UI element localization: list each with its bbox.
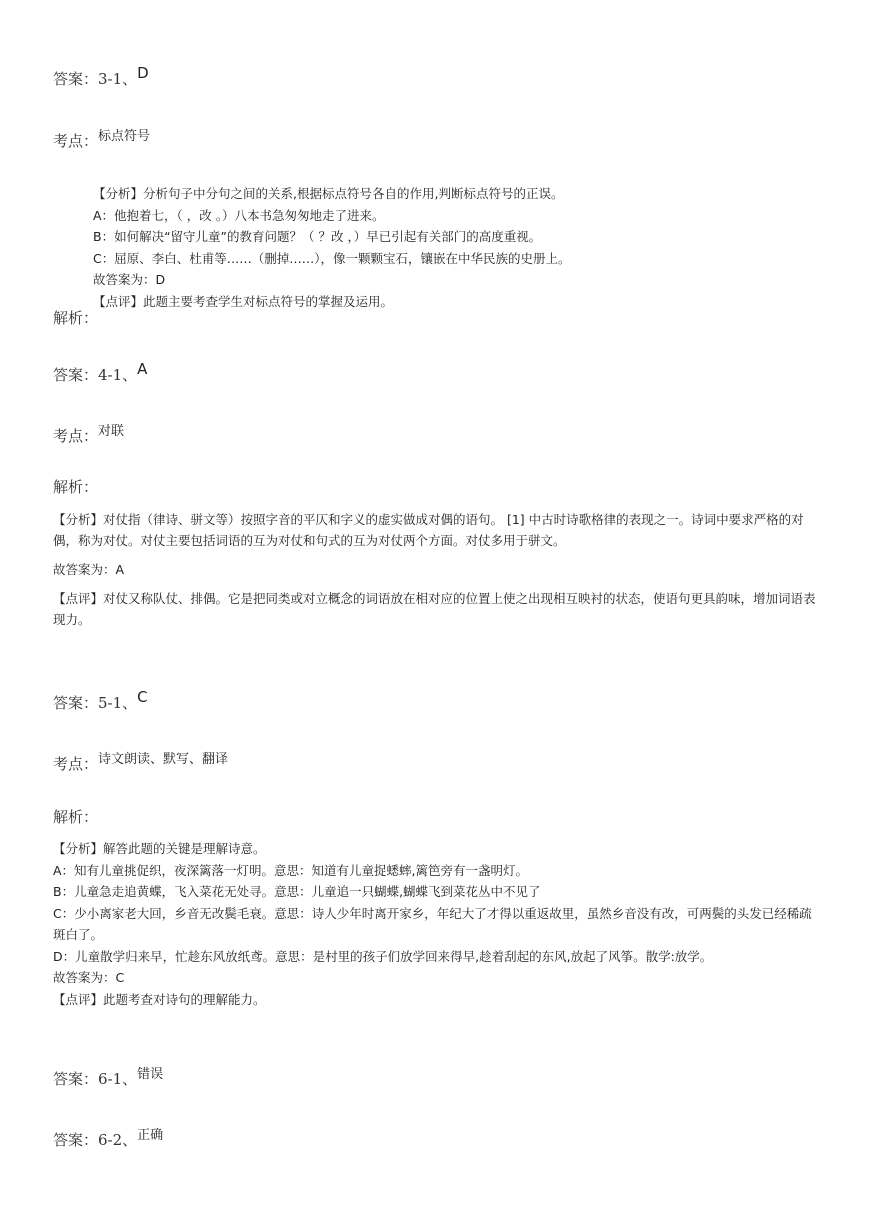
analysis-label-3: 解析： bbox=[53, 309, 99, 327]
answer-label: 答案：4-1、 bbox=[53, 366, 138, 384]
answer-value: A bbox=[137, 360, 148, 378]
analysis-paragraph: 【点评】对仗又称队仗、排偶。它是把同类或对立概念的词语放在相对应的位置上使之出现相互映衬的状态，使语句更具韵味，增加词语表现力。 bbox=[53, 591, 816, 627]
topic-5 bbox=[53, 753, 228, 774]
analysis-line: A：他抱着七，（ ，改 。）八本书急匆匆地走了进来。 bbox=[93, 207, 385, 223]
answer-value: C bbox=[137, 688, 148, 706]
topic-3 bbox=[53, 130, 150, 151]
topic-value: 标点符号 bbox=[98, 129, 151, 144]
analysis-line: B：儿童急走追黄蝶，飞入菜花无处寻。意思：儿童追一只蝴蝶,蝴蝶飞到菜花丛中不见了 bbox=[53, 884, 541, 899]
answer-3-1 bbox=[53, 64, 149, 89]
analysis-5 bbox=[53, 838, 823, 1010]
analysis-line: 故答案为：C bbox=[53, 970, 125, 985]
answer-label: 答案：5-1、 bbox=[53, 694, 138, 712]
answer-4-1 bbox=[53, 360, 148, 385]
topic-label: 考点： bbox=[53, 755, 99, 773]
topic-value: 对联 bbox=[98, 424, 125, 439]
analysis-line: B：如何解决“留守儿童”的教育问题？（ ？改 ，）早已引起有关部门的高度重视。 bbox=[93, 229, 542, 244]
answer-6-2 bbox=[53, 1129, 163, 1150]
answer-value: 正确 bbox=[137, 1128, 164, 1143]
topic-label: 考点： bbox=[53, 427, 99, 445]
analysis-line: A：知有儿童挑促织，夜深篱落一灯明。意思：知道有儿童捉蟋蟀,篱笆旁有一盏明灯。 bbox=[53, 862, 529, 878]
topic-label: 考点： bbox=[53, 132, 99, 150]
analysis-label-5: 解析： bbox=[53, 808, 99, 826]
analysis-line: C：屈原、李白、杜甫等……（删掉……），像一颗颗宝石，镶嵌在中华民族的史册上。 bbox=[93, 250, 571, 266]
analysis-line: 【分析】解答此题的关键是理解诗意。 bbox=[53, 841, 266, 856]
topic-value: 诗文朗读、默写、翻译 bbox=[98, 752, 229, 767]
analysis-paragraph: 故答案为：A bbox=[53, 562, 125, 577]
analysis-line: 【点评】此题主要考查学生对标点符号的掌握及运用。 bbox=[93, 293, 394, 309]
answer-value: D bbox=[137, 64, 149, 82]
answer-value: 错误 bbox=[137, 1067, 164, 1082]
analysis-3 bbox=[93, 183, 570, 312]
answer-5-1 bbox=[53, 688, 148, 713]
answer-label: 答案：6-1、 bbox=[53, 1070, 138, 1088]
topic-4 bbox=[53, 425, 124, 446]
analysis-paragraph: 【分析】对仗指（律诗、骈文等）按照字音的平仄和字义的虚实做成对偶的语句。 [1] 中古时诗歌格律的表现之一。诗词中要求严格的对偶，称为对仗。对仗主要包括词语的互为对仗和句式的互为对仗两个方面。对仗多用于骈文。 bbox=[53, 512, 804, 548]
analysis-line: 【分析】分析句子中分句之间的关系,根据标点符号各自的作用,判断标点符号的正误。 bbox=[93, 186, 564, 201]
analysis-label-4: 解析： bbox=[53, 478, 99, 496]
analysis-4 bbox=[53, 509, 823, 630]
answer-label: 答案：3-1、 bbox=[53, 70, 138, 88]
answer-label: 答案：6-2、 bbox=[53, 1131, 138, 1149]
analysis-line: C：少小离家老大回，乡音无改鬓毛衰。意思：诗人少年时离开家乡，年纪大了才得以重返故里，虽然乡音没有改，可两鬓的头发已经稀疏斑白了。 bbox=[53, 905, 812, 942]
analysis-line: 【点评】此题考查对诗句的理解能力。 bbox=[53, 991, 266, 1007]
analysis-line: 故答案为：D bbox=[93, 272, 166, 287]
analysis-line: D：儿童散学归来早，忙趁东风放纸鸢。意思：是村里的孩子们放学回来得早,趁着刮起的东风,放起了风筝。散学:放学。 bbox=[53, 948, 713, 964]
answer-6-1 bbox=[53, 1068, 163, 1089]
